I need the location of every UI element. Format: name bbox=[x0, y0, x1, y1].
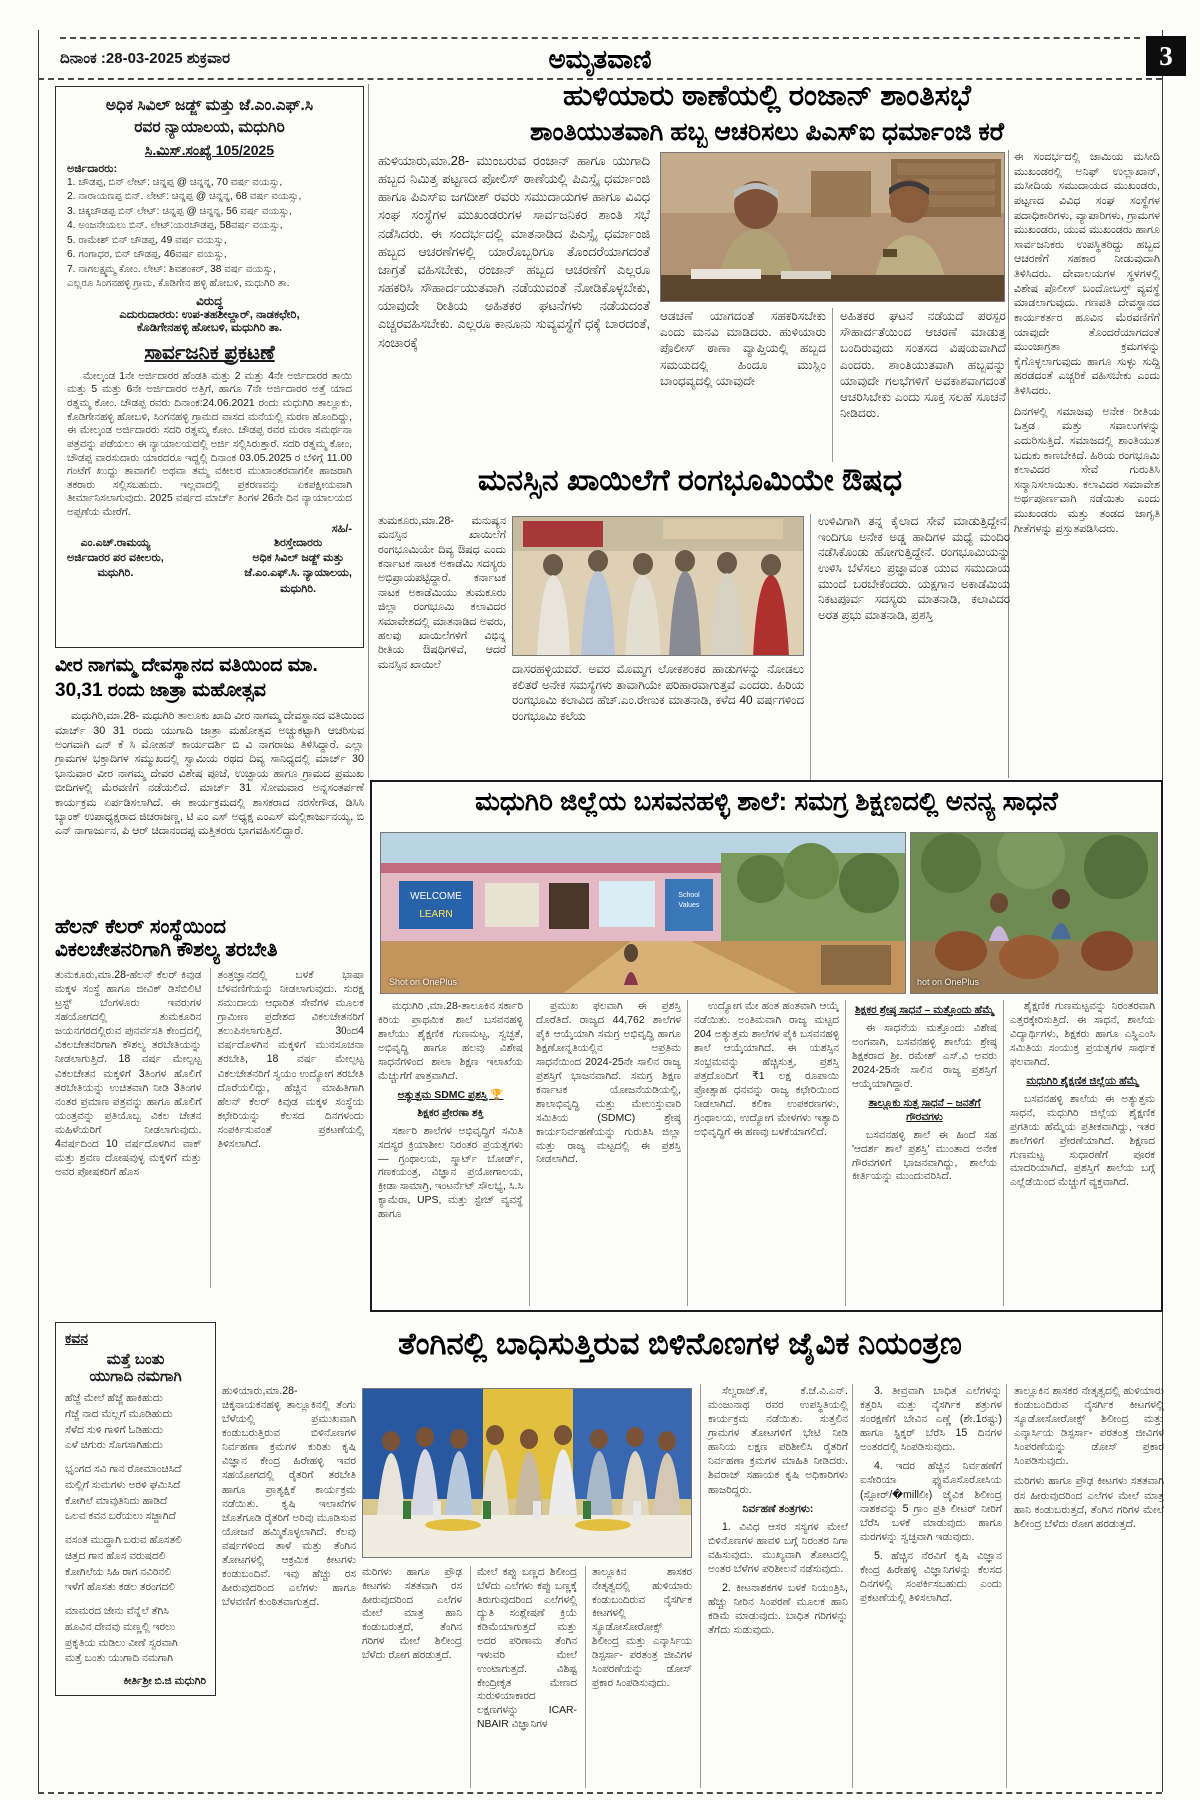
versus-label: ವಿರುದ್ಧ bbox=[196, 293, 223, 308]
court-notice bbox=[55, 86, 364, 648]
poem-stanza-1 bbox=[65, 1391, 206, 1454]
poem-author: ಕೀರ್ತಿಶ್ರೀ ಬಿ.ಜಿ ಮಧುಗಿರಿ bbox=[123, 1675, 206, 1687]
helen-col-2: ತಂತ್ರಜ್ಞಾನದಲ್ಲಿ ಬಳಕೆ ಭಾಷಾ ಬೆಳವಣಿಗೆಯನ್ನು ನೀಡಲಾಗುವುದು. ಸುರಕ್ಷ ಸಮುದಾಯ ಆಧಾರಿತ ಸೇವೆಗಳ ಮೂಲಕ ಗ್ರಾಮೀಣ ಪ್ರದೇಶದ ವಿಕಲಚೇತನರಿಗೆ ತಲುಪಿಸಲಾಗುತ್ತಿದೆ. 30ಂದ4 ವರ್ಷದೊಳಗಿನ ಮಕ್ಕಳಿಗೆ ಮುನಸೂಚನಾ ತರಬೇತಿ, 18 ವರ್ಷ ಮೇಲ್ಪಟ್ಟ ವಿಕಲಚೇತನರಿಗೆ ಸ್ವಯಂ ಉದ್ಯೋಗ ತರಬೇತಿ ದೊರೆಯಲಿದ್ದು, ಹೆಚ್ಚಿನ ಮಾಹಿತಿಗಾಗಿ ಹೆಲನ್ ಕೆಲರ್ ಕಿವುಡ ಮಕ್ಕಳ ಸಂಸ್ಥೆಯ ಕಛೇರಿಯನ್ನು ಕೆಲಸದ ದಿನಗಳಂದು ಸಂಪರ್ಕಿಸುವಂತೆ ಪ್ರಕಟಣೆಯಲ್ಲಿ ತಿಳಿಸಲಾಗಿದೆ. bbox=[210, 968, 365, 1288]
page-number bbox=[1146, 36, 1186, 76]
paragraph: 1. ವಿವಿಧ ಆಸರ ಸಸ್ಯಗಳ ಮೇಲೆ ಬಿಳಿನೊಣಗಳ ಹಾವಳಿ ಬಗ್ಗೆ ನಿರಂತರ ನಿಗಾ ವಹಿಸುವುದು. ಮುಖ್ಯವಾಗಿ ತೋಟದಲ್ಲಿ ಅಂತರ ಬೆಳೆಗಳ ಪರಿಶೀಲನೆ ನಡೆಸುವುದು. bbox=[708, 1520, 848, 1575]
page-number-value: 3 bbox=[1159, 40, 1173, 71]
school-col-5 bbox=[1003, 1000, 1155, 1306]
paragraph: ಸೆಲ್ವರಾಜ್.ಕೆ, ಕೆ.ಜೆ.ವಿ.ಎನ್. ಮಂಜುನಾಥ ರವರ ಉಪಸ್ಥಿತಿಯಲ್ಲಿ ಕಾರ್ಯಕ್ರಮ ನಡೆಯಿತು. ಸುತ್ತಲಿನ ಗ್ರಾಮಗಳ ತೋಟಗಳಿಗೆ ಭೇಟಿ ನೀಡಿ ಹಾನಿಯ ಲಕ್ಷಣ ಪರಿಶೀಲಿಸಿ ರೈತರಿಗೆ ನಿರ್ವಹಣಾ ಕ್ರಮಗಳ ಮಾಹಿತಿ ನೀಡಿದರು. ಶಿವರಾಜ್ ಸಹಾಯಕ ಕೃಷಿ ಅಧಿಕಾರಿಗಳು ಹಾಜರಿದ್ದರು. bbox=[708, 1385, 848, 1496]
school-photo-right bbox=[910, 832, 1158, 994]
paragraph: 4. ಇದರ ಹೆಚ್ಚಿನ ನಿರ್ವಹಣೆಗೆ ಐಸೇರಿಯಾ ಫ್ಯುಮೊಸೊರೋಸಿಯ (ಸ್ಪೋರ್/�millಲೀ) ಜೈವಿಕ ಶಿಲೀಂದ್ರ ನಾಶಕವನ್ನು 5 ಗ್ರಾಂ ಪ್ರತಿ ಲೀಟರ್ ನೀರಿಗೆ ಬೆರೆಸಿ ಬಳಕೆ ಮಾಡುವುದು ಹಾಗೂ ಮರಗಳನ್ನು ಸ್ವಚ್ಛವಾಗಿ ಇಡುವುದು. bbox=[860, 1460, 1002, 1543]
notice-body: ಮೇಲ್ಕಂಡ 1ನೇ ಅರ್ಜಿದಾರರ ಹೆಂಡತಿ ಮತ್ತು 2 ಮತ್ತು 4ನೇ ಅರ್ಜಿದಾರರ ತಾಯಿ ಮತ್ತು 5 ಮತ್ತು 6ನೇ ಅರ್ಜಿದಾರರ ಅತ್ತಿಗೆ, ಹಾಗೂ 7ನೇ ಅರ್ಜಿದಾರರ ಅತ್ತೆ ಯಾದ ರತ್ನಮ್ಮ ಕೋಂ. ಚೌಡಪ್ಪ ರವರು ದಿನಾಂಕ:24.06.2021 ರಂದು ಮಧುಗಿರಿ ತಾಲ್ಲೂಕು, ಕೊಡಿಗೇನಹಳ್ಳಿ ಹೋಬಳಿ, ಸಿಂಗನಹಳ್ಳಿ ಗ್ರಾಮದ ವಾಸದ ಮನೆಯಲ್ಲಿ ಮರಣ ಹೊಂದಿದ್ದು, ಈ ಮೇಲ್ಕಂಡ ಅರ್ಜಿದಾರರು ಸದರಿ ರತ್ನಮ್ಮ ಕೋಂ. ಚೌಡಪ್ಪ ರವರ ಮರಣ ಸಮರ್ಥನಾ ಪತ್ರವನ್ನು ಪಡೆಯಲು ಈ ನ್ಯಾಯಾಲಯದಲ್ಲಿ ಅರ್ಜಿ ಸಲ್ಲಿಸಿರುತ್ತಾರೆ. ಸದರಿ ರತ್ನಮ್ಮ ಕೋಂ, ಚೌಡಪ್ಪ ವಾರಸುದಾರು ಯಾರದರೂ ಇದ್ದಲ್ಲಿ ದಿನಾಂಕ 03.05.2025 ರ ಬೆಳಿಗ್ಗೆ 11.00 ಗಂಟೆಗೆ ಖುದ್ದು ತಾವಾಗಲಿ ಅಥವಾ ತಮ್ಮ ವಕೀಲರ ಮುಖಾಂತರವಾಗಲೀ ಹಾಜರಾಗಿ ತಕರಾರು ಸಲ್ಲಿಸಬಹುದು. ಇಲ್ಲವಾದಲ್ಲಿ ಪ್ರಕರಣವನ್ನು ಏಕಪಕ್ಷೀಯವಾಗಿ ತೀರ್ಮಾನಿಸಲಾಗುವುದು. 2025 ವರ್ಷದ ಮಾರ್ಚ್ ತಿಂಗಳ 26ನೇ ದಿನ ನ್ಯಾಯಾಲಯದ ಅಪ್ಪಣೆಯ ಮೇರೆಗೆ. bbox=[67, 370, 352, 519]
svg-text:Values: Values bbox=[678, 902, 700, 909]
temple-article-title: ವೀರ ನಾಗಮ್ಮ ದೇವಸ್ಥಾನದ ವತಿಯಿಂದ ಮಾ. 30,31 ರಂದು ಜಾತ್ರಾ ಮಹೋತ್ಸವ bbox=[55, 655, 318, 701]
notice-heading: ಸಾರ್ವಜನಿಕ ಪ್ರಕಟಣೆ bbox=[144, 341, 275, 364]
theatre-event-photo bbox=[513, 517, 804, 656]
training-program-photo bbox=[363, 1389, 692, 1558]
list-item: ಸೆಳೆದ ಸುಳಿ ಗಾಳಿಗೆ ಓಡಿಹುದು bbox=[65, 1423, 163, 1436]
list-item: ಮಲ್ಲಿಗೆ ಸುಮಗಳು ಅರಳಿ ಘಮಿಸಿದೆ bbox=[65, 1478, 181, 1491]
school-article bbox=[370, 780, 1163, 1312]
court-place: ಮಧುಗಿರಿ. bbox=[280, 582, 317, 595]
advocate-signature bbox=[67, 536, 164, 598]
school-col-1 bbox=[378, 1000, 523, 1306]
article1-col-4 bbox=[1014, 150, 1160, 780]
paragraph: ಉದ್ಯೋಗ ಮೇ ಹಂತ ಹಂತವಾಗಿ ಆಯ್ಕೆ ನಡೆಯಿತು. ಅಂತಿಮವಾಗಿ ರಾಜ್ಯ ಮಟ್ಟದ 204 ಅತ್ಯುತ್ತಮ ಶಾಲೆಗಳ ಪೈಕಿ ಬಸವನಹಳ್ಳಿ ಶಾಲೆ ಆಯ್ಕೆಯಾಗಿದೆ. ಈ ಯಶಸ್ಸಿನ ಸಂಭ್ರಮವನ್ನು ಹೆಚ್ಚಿಸುತ್ತ, ಪ್ರಶಸ್ತಿ ಪತ್ರದೊಂದಿಗೆ ₹1 ಲಕ್ಷ ರೂಪಾಯಿ ಪ್ರೋತ್ಸಾಹ ಧನವನ್ನು ರಾಜ್ಯ ಕಛೇರಿಯಿಂದ ನೀಡಲಾಗಿದೆ. ಕಲಿಕಾ ಉಪಕರಣಗಳು, ಗ್ರಂಥಾಲಯ, ಉದ್ಯೋಗ ಮೇಳಗಳು ಇತ್ಯಾದಿ ಅಭಿವೃದ್ಧಿಗೆ ಈ ಹಣವು ಬಳಕೆಯಾಗಲಿದೆ. bbox=[694, 1000, 839, 1138]
court-title-2: ರವರ ನ್ಯಾಯಾಲಯ, ಮಧುಗಿರಿ bbox=[134, 119, 285, 137]
svg-text:School: School bbox=[678, 892, 700, 899]
helen-title-2: ವಿಕಲಚೇತನರಿಗಾಗಿ ಕೌಶಲ್ಯ ತರಬೇತಿ bbox=[55, 939, 278, 961]
poem-title-2: ಯುಗಾದಿ ನಮಗಾಗಿ bbox=[89, 1368, 182, 1385]
school-col-3 bbox=[687, 1000, 839, 1306]
masthead: ಅಮೃತವಾಣಿ bbox=[548, 44, 652, 74]
school-photo-left bbox=[380, 832, 906, 994]
poem-stanza-3 bbox=[65, 1533, 206, 1596]
list-item: 4. ಅಂಜನೇಯಲು ಬಿನ್. ಲೇಟ್:ಯರಚೌಡಪ್ಪ, 58ವರ್ಷ ವಯಸ್ಸು, bbox=[67, 220, 283, 232]
svg-text:WELCOME: WELCOME bbox=[410, 891, 462, 902]
subhead: ತಾಲ್ಲೂಕು ಸುತ್ತ ಸಾಧನೆ – ಜನತೆಗೆ ಗೌರವಗಳು bbox=[868, 1096, 981, 1123]
paragraph: ಈ ಸಾಧನೆಯ ಮತ್ತೊಂದು ವಿಶೇಷ ಅಂಗವಾಗಿ, ಬಸವನಹಳ್ಳಿ ಶಾಲೆಯ ಶ್ರೇಷ್ಠ ಶಿಕ್ಷಕರಾದ ಶ್ರೀ. ರಮೇಶ್ ಎಸ್.ವಿ ಅವರು 2024-25ನೇ ಸಾಲಿನ ರಾಜ್ಯ ಪ್ರಶಸ್ತಿಗೆ ಆಯ್ಕೆಯಾಗಿದ್ದಾರೆ. bbox=[852, 1021, 997, 1090]
article1-col-1: ಹುಳಿಯಾರು,ಮಾ.28- ಮುಂಬರುವ ರಂಜಾನ್ ಹಾಗೂ ಯುಗಾದಿ ಹಬ್ಬದ ನಿಮಿತ್ತ ಪಟ್ಟಣದ ಪೋಲಿಸ್ ಠಾಣೆಯಲ್ಲಿ ಪಿಎಸ್ಸೈ ಧರ್ಮಾಂಜಿ ಹಾಗೂ ಪಿಎಸ್ಐ ಜಗದೀಶ್ ರವರು ಸಮುದಾಯಗಳ ಹಾಗೂ ವಿವಿಧ ಸಂಘ ಸಂಸ್ಥೆಗಳ ಮುಖಂಡರುಗಳ ಸಾರ್ವಜನಿಕರ ಶಾಂತಿ ಸಭೆ ನಡೆಸಿದರು. ಈ ಸಂದರ್ಭದಲ್ಲಿ ಮಾತನಾಡಿದ ಪಿಎಸ್ಸೈ ಧರ್ಮಾಂಜಿ ಹಬ್ಬದ ಆಚರಣೆಗಳಲ್ಲಿ ಯಾರೊಬ್ಬರಿಗೂ ತೊಂದರೆಯಾಗದಂತೆ ಜಾಗ್ರತೆ ವಹಿಸಬೇಕು, ರಂಜಾನ್ ಹಬ್ಬದ ಆಚರಣೆಗೆ ಎಲ್ಲರೂ ಸಹಕರಿಸಿ ಸೌಹಾರ್ದಯುತವಾಗಿ ನಡೆಯುವಂತೆ ನೋಡಿಕೊಳ್ಳಬೇಕು, ಯಾವುದೇ ರೀತಿಯ ಅಹಿತಕರ ಘಟನೆಗಳು ನಡೆಯದಂತೆ ಎಚ್ಚರವಹಿಸಬೇಕು. ಎಲ್ಲರೂ ಕಾನೂನು ಸುವ್ಯವಸ್ಥೆಗೆ ಧಕ್ಕೆ ಬಾರದಂತೆ, ಸಂಚಾರಕ್ಕೆ bbox=[378, 153, 650, 350]
paragraph: 2. ಕೀಟನಾಶಕಗಳ ಬಳಕೆ ನಿಯಂತ್ರಿಸಿ, ಹೆಚ್ಚು ನೀರಿನ ಸಿಂಪರಣೆ ಮೂಲಕ ಹಾನಿ ಕಡಿಮೆ ಮಾಡುವುದು. ಬಾಧಿತ ಗರಿಗಳನ್ನು ತೆಗೆದು ಸುಡುವುದು. bbox=[708, 1582, 848, 1637]
top-rule bbox=[60, 37, 1140, 39]
court-title-1: ಅಧಿಕ ಸಿವಿಲ್ ಜಡ್ಜ್ ಮತ್ತು ಜೆ.ಎಂ.ಎಫ್.ಸಿ bbox=[105, 97, 314, 114]
sign-note: ಸಹಿ/- bbox=[331, 522, 352, 535]
list-item: ಇಳೆಗೆ ಹೊಸತು ಕಡಲ ತರಂಗದಲಿ bbox=[65, 1581, 175, 1594]
list-item: ಚಿತ್ತದ ಗಾನ ಹೊಸ ವರುಷದಲಿ bbox=[65, 1549, 166, 1562]
advocate-name: ಎಂ.ಎಚ್.ರಾಮಯ್ಯ bbox=[80, 536, 151, 549]
coconut-col-6 bbox=[852, 1384, 1002, 1788]
list-item: 1. ಚೌಡಪ್ಪ, ಬಿನ್ ಲೇಟ್: ಚಿನ್ನಪ್ಪ @ ಚಿನ್ನನ್ನ, 70 ವರ್ಷ ವಯಸ್ಸು, bbox=[67, 176, 283, 188]
sidebar-divider bbox=[368, 84, 369, 778]
paragraph: ಮಧುಗಿರಿ ,ಮಾ.28-ತಾಲೂಕಿನ ಸರ್ಕಾರಿ ಕಿರಿಯ ಪ್ರಾಥಮಿಕ ಶಾಲೆ ಬಸವನಹಳ್ಳಿ ಶಾಲೆಯು ಶೈಕ್ಷಣಿಕ ಗುಣಮಟ್ಟ, ಸ್ವಚ್ಛತೆ, ಅಭಿವೃದ್ಧಿ ಹಾಗೂ ಹಲವು ವಿಶೇಷ ಸಾಧನೆಗಳಿಂದ ಶಾಲಾ ಶಿಕ್ಷಣ ಇಲಾಖೆಯ ಮೆಚ್ಚುಗೆಗೆ ಪಾತ್ರವಾಗಿದೆ. bbox=[378, 1000, 523, 1082]
temple-article-body: ಮಧುಗಿರಿ,ಮಾ.28- ಮಧುಗಿರಿ ತಾಲೂಕು ಖಾದಿ ವೀರ ನಾಗಮ್ಮ ದೇವಸ್ಥಾನದ ವತಿಯಿಂದ ಮಾರ್ಚ್ 30 31 ರಂದು ಯುಗಾದಿ ಜಾತ್ರಾ ಮಹೋತ್ಸವ ಅಚ್ಚುಕಟ್ಟಾಗಿ ಆಚರಿಸುವ ಅಂಗವಾಗಿ ಎನ್ ಕೆ ಸಿ ಮೋಹನ್ ಕಾರ್ಯದರ್ಶಿ ಬಿ ವಿ ನಾಗರಾಜು ತಿಳಿಸಿದ್ದಾರೆ. ಎಲ್ಲಾ ಗ್ರಾಮಗಳ ಭಕ್ತಾದಿಗಳ ಸಮ್ಮುಖದಲ್ಲಿ ಸ್ವಾಮಿಯ ರಥದ ದಿವ್ಯ ಸಾನಿಧ್ಯದಲ್ಲಿ ಮಾರ್ಚ್ 30 ಭಾನುವಾರ ವೀರ ನಾಗಮ್ಮ ದೇವರ ವಿಶೇಷ ಪೂಜೆ, ಉಚ್ಛಾಯ ಹಾಗೂ ಗ್ರಾಮದ ಪ್ರಮುಖ ಬೀದಿಗಳಲ್ಲಿ ಮೆರವಣಿಗೆ ನಡೆಯಲಿದೆ. ಮಾರ್ಚ್ 31 ಸೋಮವಾರ ಅನ್ನಸಂತರ್ಪಣೆ ಕಾರ್ಯಕ್ರಮ ಏರ್ಪಡಿಸಲಾಗಿದೆ. ಈ ಕಾರ್ಯಕ್ರಮದಲ್ಲಿ ಶಾಸಕರಾದ ನರಸೇಗೌಡ, ಡಿಸಿಸಿ ಬ್ಯಾಂಕ್ ಉಪಾಧ್ಯಕ್ಷರಾದ ಜಿಚರಾಜಣ್ಣ, ಟಿ ಎಂ ಎಸ್ ಅಧ್ಯಕ್ಷ ಎಂಎಸ್ ಮಲ್ಲಿಕಾರ್ಜುನಯ್ಯ, ಬಿ ಎನ್ ನಾಗಾರ್ಜುನ, ಪಿ ಆರ್ ಚಿದಾನಂದಪ್ಪ ಮತ್ತಿತರರು ಭಾಗವಹಿಸಲಿದ್ದಾರೆ. bbox=[55, 710, 364, 838]
list-item: ಭೃಂಗದ ಸವಿ ಗಾನ ರೋಮಾಂಚಿಸಿದೆ bbox=[65, 1463, 182, 1475]
signature-row bbox=[67, 536, 352, 598]
coconut-mini-columns bbox=[362, 1566, 692, 1788]
coconut-col-7-text-2: ಮರಿಗಳು ಹಾಗೂ ಪ್ರೌಢ ಕೀಟಗಳು ಸತತವಾಗಿ ರಸ ಹೀರುವುದರಿಂದ ಎಲೆಗಳ ಮೇಲೆ ಮಾತ್ರ ಹಾನಿ ಕಂಡುಬರುತ್ತದೆ, ತೆಂಗಿನ ಗರಿಗಳ ಮೇಲೆ ಶಿಲೀಂದ್ರ ಬೆಳೆದು ರೋಗ ಹರಡುತ್ತದೆ. bbox=[1014, 1475, 1164, 1530]
school-headline: ಮಧುಗಿರಿ ಜಿಲ್ಲೆಯ ಬಸವನಹಳ್ಳಿ ಶಾಲೆ: ಸಮಗ್ರ ಶಿಕ್ಷಣದಲ್ಲಿ ಅನನ್ಯ ಸಾಧನೆ bbox=[475, 786, 1058, 816]
court-line-1: ಅಧಿಕ ಸಿವಿಲ್ ಜಡ್ಜ್ ಮತ್ತು bbox=[252, 552, 344, 565]
article1-photo bbox=[660, 152, 1005, 302]
police-meeting-photo bbox=[661, 153, 1005, 302]
photo-watermark-right: hot on OnePlus bbox=[917, 977, 980, 987]
list-item: ಹೆಜ್ಜೆ ಮೇಲೆ ಹೆಜ್ಜೆ ಹಾಕಿಹುದು bbox=[65, 1392, 163, 1404]
coconut-mini-3: ತಾಲ್ಲೂಕಿನ ಶಾಸಕರ ನೇತೃತ್ವದಲ್ಲಿ ಹುಳಿಯಾರು ಕಂಡುಬಂದಿರುವ ನೈಸರ್ಗಿಕ ಕೀಟಗಳಲ್ಲಿ ಸ್ಯೂಡೋಸೋರೋಕ್ಸ್ ಶಿಲೀಂದ್ರ ಮತ್ತು ಎನ್ಕಾರ್ಸಿಯ ಡಿಸ್ಪರ್ಸಾ- ಪರತಂತ್ರ ಜೀವಿಗಳ ಸಿಂಪರಣೆಯನ್ನು ಡೋಸ್ ಪ್ರಕಾರ ಸಿಂಪಡಿಸುವುದು. bbox=[585, 1566, 692, 1788]
paragraph: ಶೈಕ್ಷಣಿಕ ಗುಣಮಟ್ಟವನ್ನು ನಿರಂತರವಾಗಿ ಎತ್ತರಕ್ಕೇರಿಸುತ್ತಿದೆ. ಈ ಸಾಧನೆ, ಶಾಲೆಯ ವಿದ್ಯಾರ್ಥಿಗಳು, ಶಿಕ್ಷಕರು ಹಾಗೂ ಎಸ್ಡಿಎಂಸಿ ಸಮಿತಿಯ ಸಂಯುಕ್ತ ಪ್ರಯತ್ನಗಳ ಸಾರ್ಥಕ ಫಲವಾಗಿದೆ. bbox=[1010, 1000, 1155, 1068]
poem-title-1: ಮತ್ತೆ ಬಂತು bbox=[106, 1351, 165, 1368]
poem-box bbox=[55, 1322, 216, 1696]
paragraph: ಸರ್ಕಾರಿ ಶಾಲೆಗಳ ಅಭಿವೃದ್ಧಿಗೆ ಸಮಿತಿ ಸದಸ್ಯರ ಕ್ರಿಯಾಶೀಲ ನಿರಂತರ ಪ್ರಯತ್ನಗಳು — ಗ್ರಂಥಾಲಯ, ಸ್ಮಾರ್ಟ್ ಬೋರ್ಡ್, ಗಣಕಯಂತ್ರ, ವಿಜ್ಞಾನ ಪ್ರಯೋಗಾಲಯ, ಕ್ರೀಡಾ ಸಾಮಾಗ್ರಿ, ಇಂಟರ್ನೆಟ್ ಸೌಲಭ್ಯ, ಸಿ.ಸಿ ಕ್ಯಾಮೆರಾ, UPS, ಮತ್ತು ಸ್ಟೇಜ್ ವ್ಯವಸ್ಥೆ ಹಾಗೂ bbox=[378, 1124, 523, 1221]
subhead: ಶಿಕ್ಷಕರ ಶ್ರೇಷ್ಠ ಸಾಧನೆ – ಮತ್ತೊಂದು ಹೆಮ್ಮೆ bbox=[854, 1004, 995, 1016]
edition-date: ದಿನಾಂಕ :28-03-2025 ಶುಕ್ರವಾರ bbox=[60, 50, 231, 67]
photo-watermark-left: Shot on OnePlus bbox=[389, 977, 458, 987]
article1-col-3: ಅಹಿತಕರ ಘಟನೆ ನಡೆಯದೆ ಪರಸ್ಪರ ಸೌಹಾರ್ದತೆಯಿಂದ ಆಚರಣೆ ಮಾಡುತ್ತ ಬಂದಿರುವುದು ಸಂತಸದ ವಿಷಯವಾಗಿದೆ ಎಂದರು. ಶಾಂತಿಯುತವಾಗಿ ಹಬ್ಬವನ್ನು ಯಾವುದೇ ಗಲಭೆಗಳಿಗೆ ಅವಕಾಶವಾಗದಂತೆ ಆಚರಿಸಿಬೇಕು ಎಂದು ಸೂಕ್ತ ಸಲಹೆ ಸೂಚನೆ ನೀಡಿದರು. bbox=[832, 308, 1006, 462]
school-building-photo bbox=[381, 833, 906, 994]
list-item: ಹೂವಿನ ದೇವವು ಮಣ್ಣಲ್ಲಿ ಇರಲು bbox=[65, 1620, 176, 1633]
court-line-2: ಜೆ.ಎಂ.ಎಫ್.ಸಿ. ನ್ಯಾಯಾಲಯ, bbox=[244, 567, 352, 580]
applicants-list bbox=[67, 176, 352, 292]
subhead: ಅತ್ಯುತ್ತಮ SDMC ಪ್ರಶಸ್ತಿ 🏆 bbox=[397, 1088, 504, 1101]
article2-mid: ದಾಸರಹಳ್ಳಿಯವರೆ. ಅವರ ಮೊಮ್ಮಗ ಲೋಕಶಂಕರ ಹಾಡುಗಳನ್ನು ನೋಡಲು ಕಲಿತರೆ ಅನೇಕ ಸಮಸ್ಯೆಗಳು ತಾವಾಗಿಯೇ ಪರಿಹಾರವಾಗುತ್ತವೆ ಎಂದರು. ಹಿರಿಯ ರಂಗಭೂಮಿ ಕಲಾವಿದ ಹೆಚ್.ಎಂ.ರೇಣುಕ ಮಾತನಾಡಿ, ಕಳೆದ 40 ವರ್ಷಗಳಿಂದ ರಂಗಭೂಮಿ ಕಲೆಯ bbox=[512, 662, 804, 724]
subhead: ಶಿಕ್ಷಕರ ಪ್ರೇರಣಾ ಶಕ್ತಿ bbox=[417, 1106, 484, 1119]
school-garden-photo bbox=[911, 833, 1158, 994]
subhead: ನಿರ್ವಹಣೆ ತಂತ್ರಗಳು: bbox=[742, 1502, 814, 1515]
list-item: ಪ್ರಕೃತಿಯ ಮಡಿಲು ವೀಣೆ ಸ್ವರವಾಗಿ bbox=[65, 1636, 178, 1649]
subhead: ಮಧುಗಿರಿ ಶೈಕ್ಷಣಿಕ ಜಿಲ್ಲೆಯ ಹೆಮ್ಮೆ bbox=[1026, 1074, 1139, 1087]
left-border bbox=[38, 30, 39, 1792]
article1-col4-part2: ದಿನಗಳಲ್ಲಿ ಸಮಾಜವು ಅನೇಕ ರೀತಿಯ ಒತ್ತಡ ಮತ್ತು ಸವಾಲುಗಳನ್ನು ಎದುರಿಸುತ್ತಿದೆ. ಸಮಾಜದಲ್ಲಿ ಶಾಂತಿಯುತ ಬದುಕು ಕಾಣಬೇಕಿದೆ. ಹಿರಿಯ ರಂಗಭೂಮಿ ಕಲಾವಿದರ ಸೇವೆ ಗುರುತಿಸಿ ಸನ್ಮಾನಿಸಲಾಯಿತು. ಕಲಾವಿದರ ಸಮಾವೇಶ ಅರ್ಥಪೂರ್ಣವಾಗಿ ನಡೆಯಿತು ಎಂದು ಮುಖಂಡರು ಮತ್ತು ತಂಡದ ಜಾಗೃತಿ ಗೀತೆಗಳನ್ನು ಪ್ರಸ್ತುತಪಡಿಸಿದರು. bbox=[1014, 405, 1160, 535]
article2-col-1: ತುಮಕೂರು,ಮಾ.28- ಮನುಷ್ಯನ ಮನಸ್ಸಿನ ಖಾಯಿಲೆಗೆ ರಂಗಭೂಮಿಯೇ ದಿವ್ಯ ಔಷಧ ಎಂದು ಕರ್ನಾಟಕ ನಾಟಕ ಅಕಾಡೆಮಿ ಸದಸ್ಯರು ಅಭಿಪ್ರಾಯಪಟ್ಟಿದ್ದಾರೆ. ಕರ್ನಾಟಕ ನಾಟಕ ಅಕಾಡೆಮಿಯು ತುಮಕೂರು ಜಿಲ್ಲಾ ರಂಗಭೂಮಿ ಕಲಾವಿದರ ಸಮಾವೇಶದಲ್ಲಿ ಮಾತನಾಡಿದ ಅವರು, ಹಲವು ಖಾಯಿಲೆಗಳಿಗೆ ವಿಭಿನ್ನ ರೀತಿಯ ಔಷಧಿಗಳಿವೆ, ಆದರೆ ಮನಸ್ಸಿನ ಖಾಯಿಲೆ bbox=[378, 515, 506, 671]
school-col-2 bbox=[529, 1000, 681, 1306]
list-item: 7. ನಾಗಲಕ್ಷ್ಮಮ್ಮ ಕೋಂ. ಲೇಟ್: ಶಿವಶಂಕರ್, 38 ವರ್ಷ ವಯಸ್ಸು, bbox=[67, 263, 276, 275]
list-item: ಮತ್ತೆ ಬಂತು ಯುಗಾದಿ ನಮಗಾಗಿ bbox=[65, 1652, 173, 1665]
list-item: ಕೋಗಿಲೆ ಮಾವುತಿನಿದು ಹಾಡಿದೆ bbox=[65, 1494, 168, 1507]
coconut-mini-2: ಮೇಲೆ ಕಪ್ಪು ಬಣ್ಣದ ಶಿಲೀಂದ್ರ ಬೆಳೆದು ಎಲೆಗಳು ಕಪ್ಪು ಬಣ್ಣಕ್ಕೆ ತಿರುಗುವುದರಿಂದ ಎಲೆಗಳಲ್ಲಿ ದ್ಯುತಿ ಸಂಶ್ಲೇಷಣೆ ಕ್ರಿಯೆ ಕಡಿಮೆಯಾಗುತ್ತದೆ ಮತ್ತು ಅದರ ಪರಿಣಾಮ ತೆಂಗಿನ ಇಳುವರಿ ಮೇಲೆ ಉಂಟಾಗುತ್ತದೆ. ವಿಶಿಷ್ಟ ಕೇಂದ್ರೀಕೃತ ಮೇಣದ ಸುರುಳಿಯಾಕಾರದ ಲಕ್ಷಣಗಳನ್ನು ICAR-NBAIR ವಿಜ್ಞಾನಿಗಳ bbox=[470, 1566, 577, 1788]
article2-photo bbox=[512, 516, 804, 656]
advocate-role: ಅರ್ಜಿದಾರರ ಪರ ವಕೀಲರು, bbox=[67, 552, 164, 565]
list-item: 6. ಗಂಗಾಧರ, ಬಿನ್ ಚೌಡಪ್ಪ, 46ವರ್ಷ ವಯಸ್ಸು, bbox=[67, 249, 227, 261]
coconut-mini-1: ಮರಿಗಳು ಹಾಗೂ ಪ್ರೌಢ ಕೀಟಗಳು ಸತತವಾಗಿ ರಸ ಹೀರುವುದರಿಂದ ಎಲೆಗಳ ಮೇಲೆ ಮಾತ್ರ ಹಾನಿ ಕಂಡುಬರುತ್ತದೆ, ತೆಂಗಿನ ಗರಿಗಳ ಮೇಲೆ ಶಿಲೀಂದ್ರ ಬೆಳೆದು ರೋಗ ಹರಡುತ್ತದೆ. bbox=[362, 1567, 462, 1661]
article1-headline: ಹುಳಿಯಾರು ಠಾಣೆಯಲ್ಲಿ ರಂಜಾನ್ ಶಾಂತಿಸಭೆ bbox=[562, 80, 972, 112]
list-item: ಎಳೆ ಚಿಗುರು ಸೊಗಸಾಗಿಹುದು bbox=[65, 1439, 163, 1452]
paragraph: ಬಸವನಹಳ್ಳಿ ಶಾಲೆ ಈ ಹಿಂದೆ ಸಹ 'ಆದರ್ಶ ಶಾಲೆ ಪ್ರಶಸ್ತಿ' ಮುಂತಾದ ಅನೇಕ ಗೌರವಗಳಿಗೆ ಭಾಜನವಾಗಿದ್ದು, ಶಾಲೆಯ ಕೀರ್ತಿಯನ್ನು ಮುಂದುವರಿಸಿದೆ. bbox=[852, 1128, 997, 1183]
article1-col-2: ಆಡಚಣೆ ಯಾಗದಂತೆ ಸಹಕರಿಸಬೇಕು ಎಂದು ಮನವಿ ಮಾಡಿದರು. ಹುಳಿಯಾರು ಪೊಲೀಸ್ ಠಾಣಾ ವ್ಯಾಪ್ತಿಯಲ್ಲಿ ಹಬ್ಬದ ಸಮಯದಲ್ಲಿ ಹಿಂದೂ ಮುಸ್ಲಿಂ ಬಾಂಧವ್ಯದಲ್ಲಿ ಯಾವುದೇ bbox=[660, 309, 826, 388]
paragraph: ಬಸವನಹಳ್ಳಿ ಶಾಲೆಯ ಈ ಅತ್ಯುತ್ತಮ ಸಾಧನೆ, ಮಧುಗಿರಿ ಜಿಲ್ಲೆಯ ಶೈಕ್ಷಣಿಕ ಪ್ರಗತಿಯ ಹೆಮ್ಮೆಯ ಪ್ರತೀಕವಾಗಿದ್ದು, ಇತರ ಶಾಲೆಗಳಿಗೆ ಪ್ರೇರಣೆಯಾಗಿದೆ. ಶಿಕ್ಷಣದ ಗುಣಮಟ್ಟ ಸುಧಾರಣೆಗೆ ಪೂರಕ ಮಾದರಿಯಾಗಿದೆ. ಪ್ರಶಸ್ತಿಗೆ ಶಾಲೆಯ ಬಗ್ಗೆ ಎಲ್ಲೆಡೆಯಿಂದ ಮೆಚ್ಚುಗೆ ವ್ಯಕ್ತವಾಗಿದೆ. bbox=[1010, 1092, 1155, 1189]
article2-col-3: ಉಳಿವಿಗಾಗಿ ತನ್ನ ಕೈಲಾದ ಸೇವೆ ಮಾಡುತ್ತಿದ್ದೇನೆ. ಇಂದಿಗೂ ಅನೇಕ ಅಡ್ಡ ಹಾದಿಗಳ ಮಧ್ಯೆ ಮಂದಿರ ನಡೆಸಿಕೊಂಡು ಹೋಗುತ್ತಿದ್ದೇನೆ. ರಂಗಭೂಮಿಯನ್ನು ಉಳಿಸಿ ಬೆಳೆಸಲು ಪ್ರಜ್ಞಾವಂತ ಯುವ ಸಮುದಾಯ ಮುಂದೆ ಬರಬೇಕೆಂದರು. ಯಕ್ಷಗಾನ ಅಕಾಡೆಮಿಯ ನಿಕಟಪೂರ್ವ ಸದಸ್ಯರು ಮಾತನಾಡಿ, ಕಲಾವಿದರ ಅರತ ಪ್ರಭು ಮಾತನಾಡಿ, ಪ್ರಶಸ್ತಿ bbox=[810, 514, 1010, 780]
svg-text:LEARN: LEARN bbox=[419, 909, 453, 920]
list-item: ವಸಂತ ಮುದ್ದಾಗಿ ಬರುವ ಹೊಸತಲಿ bbox=[65, 1534, 182, 1546]
coconut-col-1: ಹುಳಿಯಾರು,ಮಾ.28- ಚಿಕ್ಕನಾಯಕನಹಳ್ಳಿ ತಾಲ್ಲೂಕಿನಲ್ಲಿ ತೆಂಗು ಬೆಳೆಯಲ್ಲಿ ಪ್ರಮುಖವಾಗಿ ಕಂಡುಬರುತ್ತಿರುವ ಬಿಳಿನೊಣಗಳ ನಿರ್ವಹಣಾ ಕ್ರಮಗಳ ಕುರಿತು ಕೃಷಿ ವಿಜ್ಞಾನ ಕೇಂದ್ರ ಹಿರೇಹಳ್ಳಿ ಇವರ ಸಹಯೋಗದಲ್ಲಿ ರೈತರಿಗೆ ತರಬೇತಿ ಹಾಗೂ ಪ್ರಾತ್ಯಕ್ಷಿಕೆ ಕಾರ್ಯಕ್ರಮ ನಡೆಯಿತು. ಕೃಷಿ ಇಲಾಖೆಗಳ ಜೊತೆಗೂಡಿ ರೈತರಿಗೆ ಅರಿವು ಮೂಡಿಸುವ ಯೋಜನೆ ಹಮ್ಮಿಕೊಳ್ಳಲಾಗಿದೆ. ಕೆಲವು ವರ್ಷಗಳಿಂದ ತಾಳೆ ಮತ್ತು ತೆಂಗಿನ ತೋಟಗಳಲ್ಲಿ ಆಕ್ರಮಿಕ ಕೀಟಗಳು ಕಂಡುಬಂದಿವೆ. ಇವು ಹೆಚ್ಚು ರಸ ಹೀರುವುದರಿಂದ ಎಲೆಗಳು ಹಾಗೂ ಬೆಳವಣಿಗೆ ಕುಂಠಿತವಾಗುತ್ತದೆ. bbox=[222, 1385, 356, 1609]
article1-subhead: ಶಾಂತಿಯುತವಾಗಿ ಹಬ್ಬ ಆಚರಿಸಲು ಪಿಎಸ್ಐ ಧರ್ಮಾಂಜಿ ಕರೆ bbox=[529, 118, 1005, 146]
coconut-col-7-text: ತಾಲ್ಲೂಕಿನ ಶಾಸಕರ ನೇತೃತ್ವದಲ್ಲಿ ಹುಳಿಯಾರು ಕಂಡುಬಂದಿರುವ ನೈಸರ್ಗಿಕ ಕೀಟಗಳಲ್ಲಿ ಸ್ಯೂಡೋಸೋರೋಕ್ಸ್ ಶಿಲೀಂದ್ರ ಮತ್ತು ಎನ್ಕಾರ್ಸಿಯ ಡಿಸ್ಪರ್ಸಾ- ಪರತಂತ್ರ ಜೀವಿಗಳ ಸಿಂಪರಣೆಯನ್ನು ಡೋಸ್ ಪ್ರಕಾರ ಸಿಂಪಡಿಸುವುದು. bbox=[1014, 1385, 1164, 1468]
coconut-photo bbox=[362, 1388, 692, 1558]
poem-stanza-2 bbox=[65, 1462, 206, 1525]
coconut-col-7 bbox=[1006, 1384, 1164, 1788]
list-item: ಎಲ್ಲರೂ ಸಿಂಗನಹಳ್ಳಿ ಗ್ರಾಮ, ಕೊಡಿಗೇನ ಹಳ್ಳಿ ಹೋಬಳಿ, ಮಧುಗಿರಿ ತಾ. bbox=[67, 278, 290, 290]
helen-col-1: ತುಮಕೂರು,ಮಾ.28-ಹೆಲನ್ ಕೆಲರ್ ಕಿವುಡ ಮಕ್ಕಳ ಸಂಸ್ಥೆ ಹಾಗೂ ಜೀವಿಕ್ ಡಿಸೆಬಿಲಿಟಿ ಟ್ರಸ್ಟ್ ಬೆಂಗಳೂರು ಇವರುಗಳ ಸಹಯೋಗದಲ್ಲಿ ತುಮಕೂರಿನ ಜಯನಗರದಲ್ಲಿರುವ ಪುನರ್ವಸತಿ ಕೇಂದ್ರದಲ್ಲಿ ವಿಕಲಚೇತನರಿಗಾಗಿ ಕೌಶಲ್ಯ ತರಬೇತಿಯನ್ನು ನೀಡಲಾಗುತ್ತಿದೆ. 18 ವರ್ಷ ಮೇಲ್ಪಟ್ಟ ವಿಕಲಚೇತನ ಮಕ್ಕಳಿಗೆ 3ತಿಂಗಳ ಹೊಲಿಗೆ ತರಬೇತಿಯನ್ನು ಉಚಿತವಾಗಿ ನೀಡಿ 3ತಿಂಗಳ ನಂತರ ಪ್ರಮಾಣ ಪತ್ರವನ್ನು ಹಾಗೂ ಹೊಲಿಗೆ ಯಂತ್ರವನ್ನು ಪ್ರತಿಯೊಬ್ಬ ವಿಕಲ ಚೇತನ ಮಹಿಳೆಯರಿಗೆ ನೀಡಲಾಗುವುದು. 4ವರ್ಷದಿಂದ 10 ವರ್ಷದೊಳಗಿನ ವಾಕ್ ಮತ್ತು ಶ್ರವಣ ದೋಷವುಳ್ಳ ಮಕ್ಕಳಿಗೆ ಮತ್ತು ಅವರ ಪೋಷಕರಿಗೆ ಹೊಸ bbox=[55, 969, 202, 1179]
paragraph: 3. ತೀವ್ರವಾಗಿ ಬಾಧಿತ ಎಲೆಗಳನ್ನು ಕತ್ತರಿಸಿ ಮತ್ತು ನೈಸರ್ಗಿಕ ಶತ್ರುಗಳ ಸಂರಕ್ಷಣೆಗೆ ಬೇವಿನ ಎಣ್ಣೆ (ಶೇ.1ರಷ್ಟು) ಹಾಗೂ ಸ್ಟಿಕ್ಕರ್ ಬೆರೆಸಿ 15 ದಿನಗಳ ಅಂತರದಲ್ಲಿ ಸಿಂಪಡಿಸುವುದು. bbox=[860, 1385, 1002, 1454]
list-item: 3. ಚಿಕ್ಕಚೌಡಪ್ಪ ಬಿನ್ ಲೇಟ್: ಚಿನ್ನಪ್ಪ @ ಚಿನ್ನನ್ನ, 56 ವರ್ಷ ವಯಸ್ಸು, bbox=[67, 205, 292, 217]
poem-stanza-4 bbox=[65, 1604, 206, 1667]
poem-label: ಕವನ bbox=[65, 1330, 89, 1346]
coconut-col-5 bbox=[700, 1384, 848, 1788]
list-item: 2. ನಾರಾಯಣಪ್ಪ ಬಿನ್. ಲೇಟ್: ಚಿನ್ನಪ್ಪ @ ಚಿನ್ನನ್ನ, 68 ವರ್ಷ ವಯಸ್ಸು, bbox=[67, 191, 302, 203]
paragraph: ಪ್ರಮುಖ ಫಲವಾಗಿ ಈ ಪ್ರಶಸ್ತಿ ದೊರೆತಿದೆ. ರಾಜ್ಯದ 44,762 ಶಾಲೆಗಳ ಪೈಕಿ ಆಯ್ಕೆಯಾಗಿ ಸಮಗ್ರ ಅಭಿವೃದ್ಧಿ ಹಾಗೂ ಶಿಕ್ಷಣೋನ್ನತಿಯಲ್ಲಿನ ಅಪ್ರತಿಮ ಸಾಧನೆಯಿಂದ 2024-25ನೇ ಸಾಲಿನ ರಾಜ್ಯ ಪ್ರಶಸ್ತಿಗೆ ಭಾಜನವಾಗಿದೆ. ಸಮಗ್ರ ಶಿಕ್ಷಣ ಕರ್ನಾಟಕ ಯೋಜನೆಯಡಿಯಲ್ಲಿ, ಶಾಲಾಭಿವೃದ್ಧಿ ಮತ್ತು ಮೇಲುಸ್ತುವಾರಿ ಸಮಿತಿಯ (SDMC) ಶ್ರೇಷ್ಠ ಕಾರ್ಯನಿರ್ವಹಣೆಯನ್ನು ಗುರುತಿಸಿ ಜಿಲ್ಲಾ ಮತ್ತು ರಾಜ್ಯ ಮಟ್ಟದಲ್ಲಿ ಈ ಪ್ರಶಸ್ತಿ ನೀಡಲಾಗಿದೆ. bbox=[536, 1000, 681, 1166]
temple-article bbox=[55, 654, 364, 912]
respondent-line-1: ಎದುರುದಾರರು: ಉಪ-ತಹಶೀಲ್ದಾರ್, ನಾಡಕಛೇರಿ, bbox=[119, 308, 300, 321]
case-number: ಸಿ.ಮಿಸ್.ಸಂಖ್ಯೆ 105/2025 bbox=[144, 141, 275, 158]
list-item: ಕೋಗಿಲೆಯ ಸಿಹಿ ರಾಗ ನವಿರಿನಲಿ bbox=[65, 1565, 171, 1578]
school-col-4 bbox=[845, 1000, 997, 1306]
court-signature bbox=[244, 536, 352, 598]
list-item: ಮಾಮರದ ಜೇನು ವೆನ್ನೆಲೆ ತೆಗಿಸಿ bbox=[65, 1605, 169, 1617]
applicants-label: ಅರ್ಜಿದಾರರು: bbox=[67, 162, 118, 175]
helen-title-1: ಹೆಲನ್ ಕೆಲರ್ ಸಂಸ್ಥೆಯಿಂದ bbox=[55, 916, 227, 938]
list-item: ಒಲವ ಕವನ ಬರೆಯಲು ಸಜ್ಜಾಗಿದೆ bbox=[65, 1510, 176, 1523]
respondent-line-2: ಕೊಡಿಗೇನಹಳ್ಳಿ ಹೋಬಳಿ, ಮಧುಗಿರಿ ತಾ. bbox=[136, 321, 283, 334]
advocate-place: ಮಧುಗಿರಿ. bbox=[97, 567, 134, 580]
sheristedar: ಶಿರಸ್ತೇದಾರರು bbox=[273, 536, 323, 549]
coconut-headline: ತೆಂಗಿನಲ್ಲಿ ಬಾಧಿಸುತ್ತಿರುವ ಬಿಳಿನೊಣಗಳ ಜೈವಿಕ ನಿಯಂತ್ರಣ bbox=[398, 1326, 962, 1361]
article1-col4-part1: ಈ ಸಂದರ್ಭದಲ್ಲಿ ಜಾಮಿಯ ಮಸೀದಿ ಮುಖಂಡರಲ್ಲಿ ಅನಿಫ್ ಉಲ್ಲಾಖಾನ್, ಮಸೀದಿಯ ಸಮುದಾಯದ ಮುಖಂಡರು, ಪಟ್ಟಣದ ವಿವಿಧ ಸಂಘ ಸಂಸ್ಥೆಗಳ ಪದಾಧಿಕಾರಿಗಳು, ವ್ಯಾಪಾರಿಗಳು, ಗ್ರಾಮಗಳ ಮುಖಂಡರು, ಯುವ ಮುಖಂಡರು ಹಾಗೂ ಸಾರ್ವಜನಿಕರು ಉಪಸ್ಥಿತರಿದ್ದು ಹಬ್ಬದ ಆಚರಣೆಗೆ ಸಹಕಾರ ನೀಡುವುದಾಗಿ ತಿಳಿಸಿದರು. ದೇವಾಲಯಗಳ ಸ್ಥಳಗಳಲ್ಲಿ ವಿಶೇಷ ಪೊಲೀಸ್ ಬಂದೋಬಸ್ತ್ ವ್ಯವಸ್ಥೆ ಮಾಡಲಾಗುವುದು. ಗಣಪತಿ ದೇವಸ್ಥಾನದ ಕಾರ್ಯಕರ್ತರ ಹೂವಿನ ಮೆರವಣಿಗೆಗೆ ಯಾವುದೇ ತೊಂದರೆಯಾಗದಂತೆ ಮುಂಜಾಗ್ರತಾ ಕ್ರಮಗಳನ್ನು ಕೈಗೊಳ್ಳಲಾಗುವುದು ಹಾಗೂ ಸುಳ್ಳು ಸುದ್ದಿ ಹರಡದಂತೆ ಎಚ್ಚರಿಕೆ ವಹಿಸಬೇಕು ಎಂದು ತಿಳಿಸಿದರು. bbox=[1014, 151, 1160, 397]
list-item: 5. ರಾಮೇಶ್ ಬಿನ್ ಚೌಡಪ್ಪ, 49 ವರ್ಷ ವಯಸ್ಸು, bbox=[67, 234, 227, 246]
paragraph: 5. ಹೆಚ್ಚಿನ ನೆರವಿಗೆ ಕೃಷಿ ವಿಜ್ಞಾನ ಕೇಂದ್ರ ಹಿರೇಹಳ್ಳಿ ವಿಜ್ಞಾನಿಗಳನ್ನು ಕೆಲಸದ ದಿನಗಳಲ್ಲಿ ಸಂಪರ್ಕಿಸಬಹುದು ಎಂದು ಪ್ರಕಟಣೆಯಲ್ಲಿ ತಿಳಿಸಲಾಗಿದೆ. bbox=[860, 1549, 1002, 1605]
bottom-rule bbox=[38, 1792, 1162, 1794]
helen-article bbox=[55, 916, 364, 1310]
list-item: ಗೆಜ್ಜೆ ನಾದ ಮೆಲ್ಲಗೆ ಮೂಡಿಹುದು bbox=[65, 1407, 173, 1420]
article2-headline: ಮನಸ್ಸಿನ ಖಾಯಿಲೆಗೆ ರಂಗಭೂಮಿಯೇ ಔಷಧ bbox=[477, 464, 903, 497]
